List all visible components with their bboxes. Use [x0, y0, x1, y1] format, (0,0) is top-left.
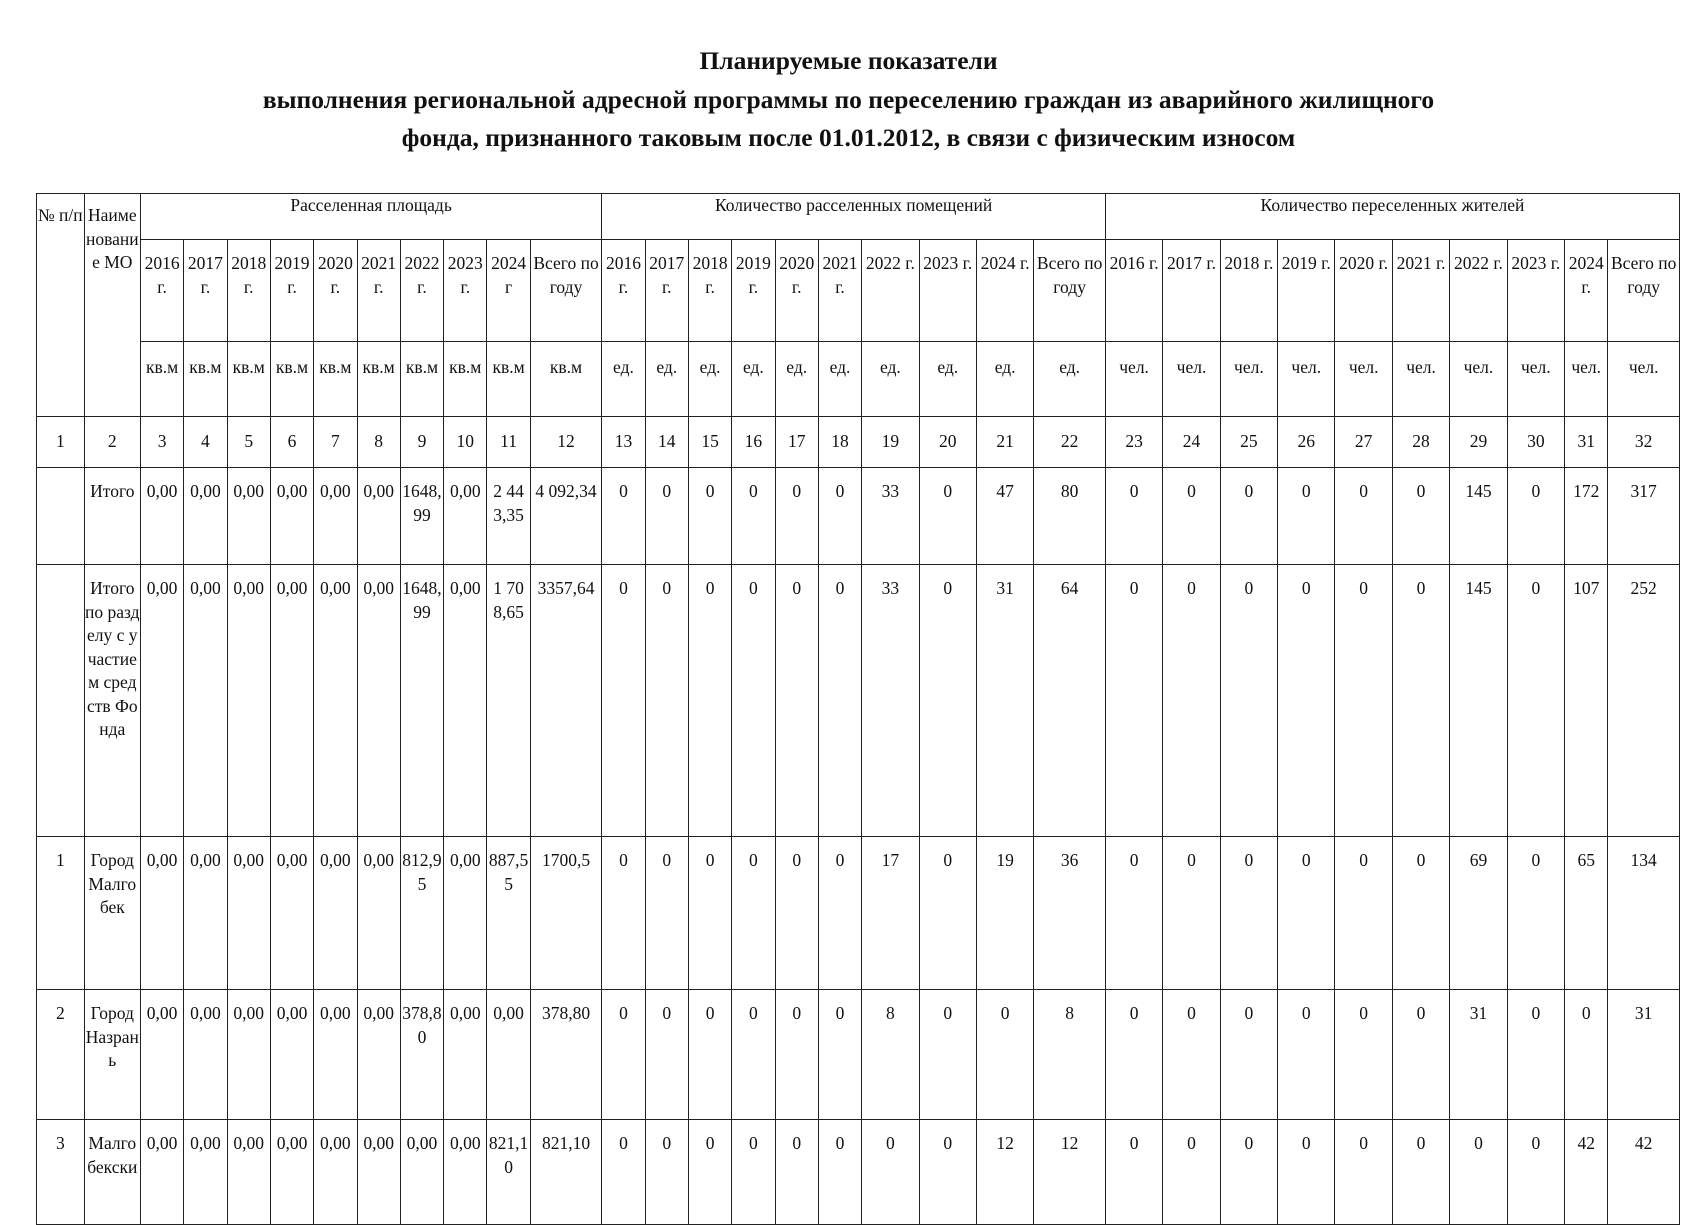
- people-unit-header: чел.: [1105, 342, 1162, 417]
- rooms-unit-header: ед.: [1034, 342, 1106, 417]
- people-value-cell: 0: [1335, 565, 1392, 837]
- area-year-header: 2018 г.: [227, 240, 270, 342]
- people-value-cell: 0: [1392, 990, 1449, 1120]
- area-unit-header: кв.м: [227, 342, 270, 417]
- people-value-cell: 0: [1335, 990, 1392, 1120]
- people-value-cell: 0: [1105, 837, 1162, 990]
- people-year-header: 2019 г.: [1278, 240, 1335, 342]
- rooms-year-header: 2024 г.: [976, 240, 1033, 342]
- rooms-year-header: 2021 г.: [818, 240, 861, 342]
- people-value-cell: 0: [1507, 468, 1564, 565]
- people-unit-header: чел.: [1565, 342, 1608, 417]
- rooms-value-cell: 0: [775, 468, 818, 565]
- area-unit-header: кв.м: [184, 342, 227, 417]
- area-value-cell: 0,00: [444, 1120, 487, 1225]
- table-row: [37, 1120, 1680, 1225]
- rooms-value-cell: 0: [732, 990, 775, 1120]
- municipality-name-cell: Итого: [84, 468, 140, 565]
- header-name: Наименование МО: [84, 194, 140, 417]
- column-number-cell: 8: [357, 417, 400, 468]
- column-number-cell: 7: [314, 417, 357, 468]
- rooms-value-cell: 0: [862, 1120, 919, 1225]
- rooms-value-cell: 12: [1034, 1120, 1106, 1225]
- area-value-cell: 0,00: [140, 837, 183, 990]
- people-value-cell: 0: [1105, 468, 1162, 565]
- people-value-cell: 0: [1163, 990, 1220, 1120]
- municipality-name-cell: Город Малгобек: [84, 837, 140, 990]
- area-value-cell: 0,00: [227, 565, 270, 837]
- people-value-cell: 0: [1507, 990, 1564, 1120]
- people-value-cell: 0: [1278, 1120, 1335, 1225]
- area-value-cell: 0,00: [184, 468, 227, 565]
- people-year-header: 2024 г.: [1565, 240, 1608, 342]
- people-value-cell: 0: [1392, 1120, 1449, 1225]
- area-value-cell: 0,00: [140, 1120, 183, 1225]
- column-number-cell: 24: [1163, 417, 1220, 468]
- area-value-cell: 0,00: [140, 565, 183, 837]
- rooms-value-cell: 0: [818, 468, 861, 565]
- rooms-year-header: 2016 г.: [602, 240, 645, 342]
- people-value-cell: 134: [1608, 837, 1680, 990]
- rooms-value-cell: 0: [775, 565, 818, 837]
- rooms-value-cell: 0: [919, 565, 976, 837]
- rooms-value-cell: 12: [976, 1120, 1033, 1225]
- column-number-cell: 1: [37, 417, 85, 468]
- people-value-cell: 0: [1105, 1120, 1162, 1225]
- area-value-cell: 0,00: [314, 1120, 357, 1225]
- people-value-cell: 0: [1392, 468, 1449, 565]
- people-year-header: Всего по году: [1608, 240, 1680, 342]
- area-year-header: 2020 г.: [314, 240, 357, 342]
- rooms-value-cell: 0: [688, 990, 731, 1120]
- people-value-cell: 0: [1278, 468, 1335, 565]
- rooms-value-cell: 31: [976, 565, 1033, 837]
- rooms-value-cell: 0: [645, 565, 688, 837]
- rooms-value-cell: 0: [732, 837, 775, 990]
- column-number-cell: 16: [732, 417, 775, 468]
- area-value-cell: 1648,99: [400, 468, 443, 565]
- people-value-cell: 0: [1278, 837, 1335, 990]
- header-area-group: Расселенная площадь: [140, 194, 601, 240]
- rooms-value-cell: 0: [602, 1120, 645, 1225]
- rooms-year-header: 2022 г.: [862, 240, 919, 342]
- people-value-cell: 0: [1220, 468, 1277, 565]
- people-year-header: 2017 г.: [1163, 240, 1220, 342]
- people-value-cell: 0: [1392, 565, 1449, 837]
- people-value-cell: 0: [1105, 990, 1162, 1120]
- people-value-cell: 0: [1220, 1120, 1277, 1225]
- people-value-cell: 0: [1163, 565, 1220, 837]
- header-no: № п/п: [37, 194, 85, 417]
- area-value-cell: 0,00: [357, 837, 400, 990]
- people-unit-header: чел.: [1507, 342, 1564, 417]
- column-number-cell: 22: [1034, 417, 1106, 468]
- rooms-year-header: 2018 г.: [688, 240, 731, 342]
- people-value-cell: 0: [1278, 990, 1335, 1120]
- rooms-unit-header: ед.: [919, 342, 976, 417]
- rooms-value-cell: 0: [919, 990, 976, 1120]
- area-value-cell: 4 092,34: [530, 468, 602, 565]
- column-number-cell: 21: [976, 417, 1033, 468]
- rooms-year-header: Всего по году: [1034, 240, 1106, 342]
- people-value-cell: 0: [1220, 990, 1277, 1120]
- column-number-cell: 19: [862, 417, 919, 468]
- people-year-header: 2016 г.: [1105, 240, 1162, 342]
- rooms-year-header: 2017 г.: [645, 240, 688, 342]
- column-number-cell: 17: [775, 417, 818, 468]
- rooms-unit-header: ед.: [976, 342, 1033, 417]
- rooms-value-cell: 36: [1034, 837, 1106, 990]
- rooms-value-cell: 0: [645, 990, 688, 1120]
- column-numbers-row: [37, 417, 1680, 468]
- area-value-cell: 0,00: [314, 565, 357, 837]
- rooms-value-cell: 33: [862, 468, 919, 565]
- municipality-name-cell: Малгобекски: [84, 1120, 140, 1225]
- people-value-cell: 0: [1278, 565, 1335, 837]
- rooms-value-cell: 0: [645, 468, 688, 565]
- column-number-cell: 23: [1105, 417, 1162, 468]
- column-number-cell: 14: [645, 417, 688, 468]
- rooms-value-cell: 0: [775, 837, 818, 990]
- people-value-cell: 42: [1565, 1120, 1608, 1225]
- column-number-cell: 2: [84, 417, 140, 468]
- rooms-unit-header: ед.: [732, 342, 775, 417]
- area-year-header: 2023 г.: [444, 240, 487, 342]
- area-unit-header: кв.м: [400, 342, 443, 417]
- area-value-cell: 0,00: [314, 468, 357, 565]
- area-value-cell: 0,00: [314, 837, 357, 990]
- rooms-value-cell: 8: [862, 990, 919, 1120]
- area-year-header: 2019 г.: [270, 240, 313, 342]
- rooms-value-cell: 8: [1034, 990, 1106, 1120]
- people-year-header: 2018 г.: [1220, 240, 1277, 342]
- area-unit-header: кв.м: [357, 342, 400, 417]
- rooms-value-cell: 19: [976, 837, 1033, 990]
- people-value-cell: 0: [1507, 565, 1564, 837]
- column-number-cell: 15: [688, 417, 731, 468]
- area-value-cell: 0,00: [487, 990, 530, 1120]
- people-value-cell: 145: [1450, 565, 1507, 837]
- area-value-cell: 821,10: [530, 1120, 602, 1225]
- area-value-cell: 0,00: [357, 565, 400, 837]
- column-number-cell: 6: [270, 417, 313, 468]
- rooms-value-cell: 0: [645, 1120, 688, 1225]
- table-row: [37, 565, 1680, 837]
- header-group-row: [37, 194, 1680, 240]
- header-rooms-group: Количество расселенных помещений: [602, 194, 1106, 240]
- rooms-unit-header: ед.: [645, 342, 688, 417]
- people-unit-header: чел.: [1335, 342, 1392, 417]
- area-value-cell: 0,00: [357, 468, 400, 565]
- column-number-cell: 31: [1565, 417, 1608, 468]
- rooms-year-header: 2020 г.: [775, 240, 818, 342]
- area-value-cell: 821,10: [487, 1120, 530, 1225]
- column-number-cell: 30: [1507, 417, 1564, 468]
- rooms-unit-header: ед.: [602, 342, 645, 417]
- area-unit-header: кв.м: [140, 342, 183, 417]
- area-unit-header: кв.м: [530, 342, 602, 417]
- rooms-value-cell: 80: [1034, 468, 1106, 565]
- area-value-cell: 1700,5: [530, 837, 602, 990]
- people-unit-header: чел.: [1392, 342, 1449, 417]
- people-value-cell: 42: [1608, 1120, 1680, 1225]
- area-value-cell: 378,80: [530, 990, 602, 1120]
- area-value-cell: 812,95: [400, 837, 443, 990]
- rooms-year-header: 2019 г.: [732, 240, 775, 342]
- column-number-cell: 32: [1608, 417, 1680, 468]
- column-number-cell: 26: [1278, 417, 1335, 468]
- people-value-cell: 0: [1163, 468, 1220, 565]
- rooms-value-cell: 0: [645, 837, 688, 990]
- rooms-value-cell: 33: [862, 565, 919, 837]
- people-value-cell: 31: [1450, 990, 1507, 1120]
- people-value-cell: 0: [1450, 1120, 1507, 1225]
- people-value-cell: 65: [1565, 837, 1608, 990]
- people-year-header: 2021 г.: [1392, 240, 1449, 342]
- table-row: [37, 837, 1680, 990]
- area-value-cell: 0,00: [270, 837, 313, 990]
- area-year-header: 2021 г.: [357, 240, 400, 342]
- area-value-cell: 0,00: [184, 1120, 227, 1225]
- column-number-cell: 12: [530, 417, 602, 468]
- rooms-value-cell: 0: [688, 468, 731, 565]
- rooms-value-cell: 0: [818, 990, 861, 1120]
- area-value-cell: 0,00: [140, 990, 183, 1120]
- people-value-cell: 0: [1163, 1120, 1220, 1225]
- area-value-cell: 3357,64: [530, 565, 602, 837]
- rooms-unit-header: ед.: [775, 342, 818, 417]
- rooms-unit-header: ед.: [862, 342, 919, 417]
- area-value-cell: 0,00: [227, 837, 270, 990]
- rooms-unit-header: ед.: [818, 342, 861, 417]
- column-number-cell: 9: [400, 417, 443, 468]
- rooms-value-cell: 0: [818, 1120, 861, 1225]
- people-value-cell: 0: [1163, 837, 1220, 990]
- title-line-3: фонда, признанного таковым после 01.01.2012, в связи с физическим износом: [401, 123, 1296, 152]
- area-value-cell: 0,00: [270, 468, 313, 565]
- area-value-cell: 2 443,35: [487, 468, 530, 565]
- row-number-cell: [37, 565, 85, 837]
- people-unit-header: чел.: [1163, 342, 1220, 417]
- area-year-header: 2022 г.: [400, 240, 443, 342]
- area-value-cell: 0,00: [314, 990, 357, 1120]
- rooms-value-cell: 0: [775, 990, 818, 1120]
- people-value-cell: 31: [1608, 990, 1680, 1120]
- area-value-cell: 0,00: [227, 1120, 270, 1225]
- header-years-row: [37, 240, 1680, 342]
- rooms-value-cell: 0: [732, 468, 775, 565]
- rooms-value-cell: 0: [602, 565, 645, 837]
- people-unit-header: чел.: [1450, 342, 1507, 417]
- rooms-value-cell: 0: [732, 565, 775, 837]
- people-value-cell: 0: [1565, 990, 1608, 1120]
- title-line-1: Планируемые показатели: [699, 46, 998, 75]
- area-value-cell: 1 708,65: [487, 565, 530, 837]
- row-number-cell: 1: [37, 837, 85, 990]
- title-line-2: выполнения региональной адресной программы по переселению граждан из аварийного жилищного: [262, 84, 1435, 114]
- people-value-cell: 145: [1450, 468, 1507, 565]
- rooms-value-cell: 17: [862, 837, 919, 990]
- column-number-cell: 5: [227, 417, 270, 468]
- people-value-cell: 0: [1392, 837, 1449, 990]
- rooms-value-cell: 64: [1034, 565, 1106, 837]
- people-value-cell: 0: [1105, 565, 1162, 837]
- column-number-cell: 13: [602, 417, 645, 468]
- people-unit-header: чел.: [1608, 342, 1680, 417]
- area-value-cell: 0,00: [184, 837, 227, 990]
- column-number-cell: 27: [1335, 417, 1392, 468]
- rooms-value-cell: 0: [688, 1120, 731, 1225]
- rooms-value-cell: 0: [602, 990, 645, 1120]
- people-unit-header: чел.: [1278, 342, 1335, 417]
- document-title: [0, 42, 1697, 158]
- people-year-header: 2020 г.: [1335, 240, 1392, 342]
- people-value-cell: 172: [1565, 468, 1608, 565]
- area-value-cell: 0,00: [357, 1120, 400, 1225]
- municipality-name-cell: Итого по разделу с участием средств Фонда: [84, 565, 140, 837]
- column-number-cell: 18: [818, 417, 861, 468]
- rooms-value-cell: 0: [919, 468, 976, 565]
- people-value-cell: 0: [1335, 468, 1392, 565]
- people-year-header: 2023 г.: [1507, 240, 1564, 342]
- area-value-cell: 0,00: [270, 565, 313, 837]
- people-value-cell: 69: [1450, 837, 1507, 990]
- rooms-value-cell: 0: [919, 1120, 976, 1225]
- people-year-header: 2022 г.: [1450, 240, 1507, 342]
- table-row: [37, 990, 1680, 1120]
- column-number-cell: 3: [140, 417, 183, 468]
- area-year-header: 2024 г: [487, 240, 530, 342]
- area-value-cell: 0,00: [444, 837, 487, 990]
- area-value-cell: 0,00: [227, 468, 270, 565]
- row-number-cell: 3: [37, 1120, 85, 1225]
- area-year-header: 2016 г.: [140, 240, 183, 342]
- area-value-cell: 0,00: [227, 990, 270, 1120]
- area-value-cell: 1648,99: [400, 565, 443, 837]
- people-value-cell: 107: [1565, 565, 1608, 837]
- people-value-cell: 0: [1220, 565, 1277, 837]
- area-value-cell: 0,00: [444, 565, 487, 837]
- municipality-name-cell: Город Назрань: [84, 990, 140, 1120]
- area-value-cell: 0,00: [357, 990, 400, 1120]
- column-number-cell: 20: [919, 417, 976, 468]
- people-unit-header: чел.: [1220, 342, 1277, 417]
- area-value-cell: 0,00: [444, 990, 487, 1120]
- area-unit-header: кв.м: [270, 342, 313, 417]
- people-value-cell: 252: [1608, 565, 1680, 837]
- rooms-value-cell: 0: [818, 837, 861, 990]
- rooms-value-cell: 0: [688, 565, 731, 837]
- rooms-value-cell: 47: [976, 468, 1033, 565]
- area-value-cell: 0,00: [270, 1120, 313, 1225]
- people-value-cell: 317: [1608, 468, 1680, 565]
- rooms-value-cell: 0: [976, 990, 1033, 1120]
- area-unit-header: кв.м: [314, 342, 357, 417]
- area-unit-header: кв.м: [487, 342, 530, 417]
- column-number-cell: 4: [184, 417, 227, 468]
- row-number-cell: [37, 468, 85, 565]
- rooms-value-cell: 0: [602, 837, 645, 990]
- rooms-value-cell: 0: [732, 1120, 775, 1225]
- area-year-header: Всего по году: [530, 240, 602, 342]
- header-units-row: [37, 342, 1680, 417]
- column-number-cell: 10: [444, 417, 487, 468]
- column-number-cell: 25: [1220, 417, 1277, 468]
- area-value-cell: 378,80: [400, 990, 443, 1120]
- people-value-cell: 0: [1220, 837, 1277, 990]
- people-value-cell: 0: [1335, 1120, 1392, 1225]
- area-value-cell: 0,00: [270, 990, 313, 1120]
- rooms-year-header: 2023 г.: [919, 240, 976, 342]
- people-value-cell: 0: [1507, 1120, 1564, 1225]
- people-value-cell: 0: [1507, 837, 1564, 990]
- people-value-cell: 0: [1335, 837, 1392, 990]
- rooms-value-cell: 0: [602, 468, 645, 565]
- rooms-value-cell: 0: [688, 837, 731, 990]
- table-row: [37, 468, 1680, 565]
- area-value-cell: 0,00: [400, 1120, 443, 1225]
- area-value-cell: 0,00: [184, 990, 227, 1120]
- area-value-cell: 0,00: [140, 468, 183, 565]
- rooms-value-cell: 0: [775, 1120, 818, 1225]
- column-number-cell: 28: [1392, 417, 1449, 468]
- header-people-group: Количество переселенных жителей: [1105, 194, 1679, 240]
- resettlement-table: [36, 193, 1680, 1225]
- row-number-cell: 2: [37, 990, 85, 1120]
- area-year-header: 2017 г.: [184, 240, 227, 342]
- area-value-cell: 0,00: [444, 468, 487, 565]
- rooms-value-cell: 0: [818, 565, 861, 837]
- area-value-cell: 0,00: [184, 565, 227, 837]
- rooms-value-cell: 0: [919, 837, 976, 990]
- area-value-cell: 887,55: [487, 837, 530, 990]
- area-unit-header: кв.м: [444, 342, 487, 417]
- column-number-cell: 11: [487, 417, 530, 468]
- column-number-cell: 29: [1450, 417, 1507, 468]
- rooms-unit-header: ед.: [688, 342, 731, 417]
